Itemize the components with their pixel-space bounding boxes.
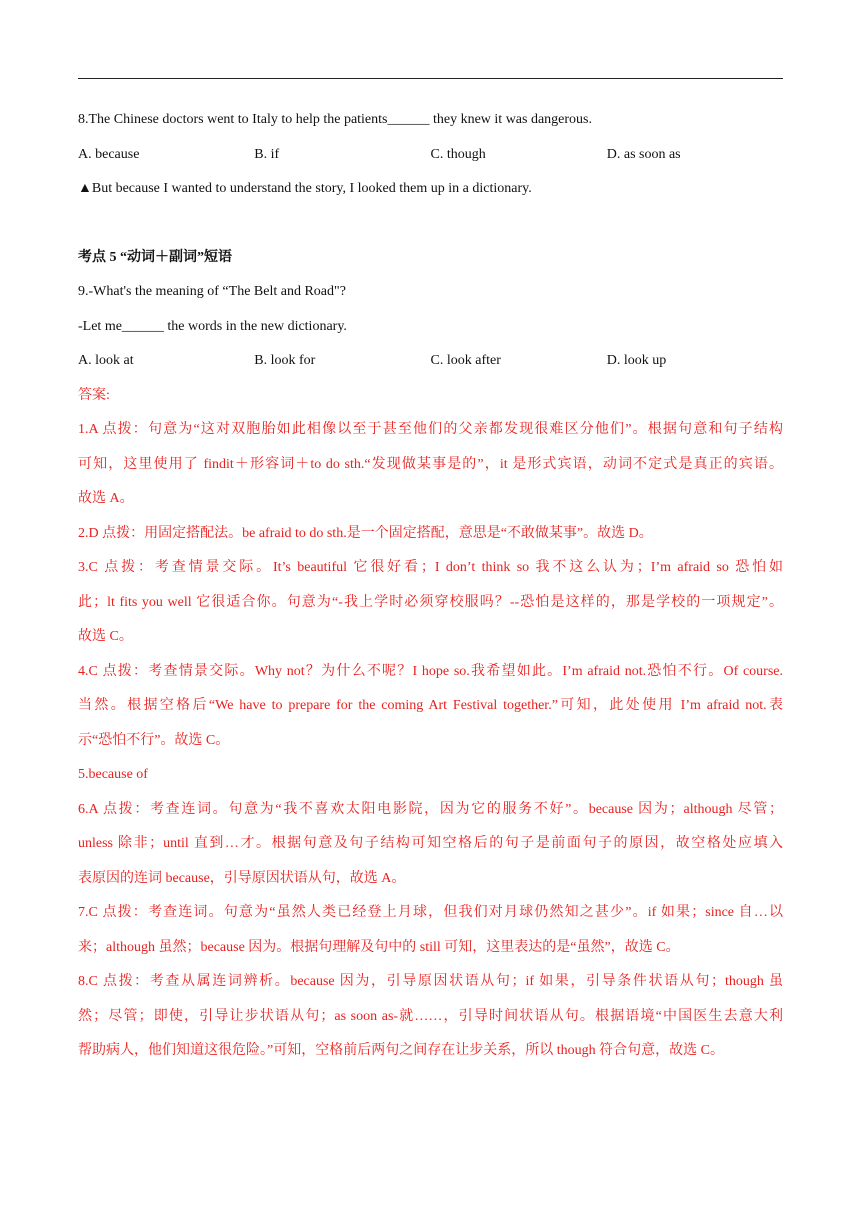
question-9-line-1: 9.-What's the meaning of “The Belt and Road"? bbox=[78, 284, 346, 299]
answer-3-line-3: 故选 C。 bbox=[78, 629, 133, 644]
option-d: D. as soon as bbox=[606, 146, 681, 162]
option-a: A. because bbox=[78, 146, 140, 162]
answer-8-line-1: 8.C 点拨：考查从属连词辨析。because 因为，引导原因状语从句；if 如果，引导条件状语从句；though 虽 bbox=[78, 974, 783, 989]
answer-6-line-3: 表原因的连词 because，引导原因状语从句，故选 A。 bbox=[78, 870, 406, 886]
option-c: C. though bbox=[430, 146, 486, 162]
section-heading: 考点 5 “动词＋副词”短语 bbox=[78, 249, 232, 265]
option-c: C. look after bbox=[430, 353, 501, 368]
question-8-stem: 8.The Chinese doctors went to Italy to help the patients______ they knew it was dangerous. bbox=[78, 112, 593, 127]
answer-4-line-2: 当然。根据空格后“We have to prepare for the coming Art Festival together.”可知，此处使用 I’m afraid not.表 bbox=[78, 698, 783, 713]
answer-1-line-2: 可知，这里使用了 findit＋形容词＋to do sth.“发现做某事是的”，it 是形式宾语，动词不定式是真正的宾语。 bbox=[78, 456, 783, 472]
answer-8-line-3: 帮助病人，他们知道这很危险。”可知，空格前后两句之间存在让步关系，所以 though 符合句意，故选 C。 bbox=[78, 1043, 724, 1058]
option-a: A. look at bbox=[78, 353, 134, 368]
example-note: ▲But because I wanted to understand the story, I looked them up in a dictionary. bbox=[78, 181, 532, 196]
spacer bbox=[78, 212, 783, 246]
question-8-options bbox=[78, 143, 783, 178]
question-9-line-2: -Let me______ the words in the new dictionary. bbox=[78, 318, 347, 334]
question-9-options bbox=[78, 349, 783, 384]
answer-6-line-1: 6.A 点拨：考查连词。句意为“我不喜欢太阳电影院，因为它的服务不好”。because 因为；although 尽管； bbox=[78, 801, 783, 817]
answer-3-line-1: 3.C 点拨：考查情景交际。It’s beautiful 它很好看；I don’t think so 我不这么认为；I’m afraid so 恐怕如 bbox=[78, 560, 783, 575]
answer-6-line-2: unless 除非；until 直到…才。根据句意及句子结构可知空格后的句子是前面句子的原因，故空格处应填入 bbox=[78, 836, 783, 851]
answer-7-line-2: 来；although 虽然；because 因为。根据句理解及句中的 still 可知，这里表达的是“虽然”，故选 C。 bbox=[78, 939, 680, 955]
answers-heading: 答案: bbox=[78, 387, 110, 403]
header-rule bbox=[78, 78, 783, 79]
answer-2-line-1: 2.D 点拨：用固定搭配法。be afraid to do sth.是一个固定搭配，意思是“不敢做某事”。故选 D。 bbox=[78, 525, 653, 541]
answer-4-line-1: 4.C 点拨：考查情景交际。Why not？为什么不呢？I hope so.我希望如此。I’m afraid not.恐怕不行。Of course. bbox=[78, 663, 783, 679]
answer-4-line-3: 示“恐怕不行”。故选 C。 bbox=[78, 732, 230, 748]
option-d: D. look up bbox=[606, 353, 667, 368]
answer-1-line-3: 故选 A。 bbox=[78, 491, 134, 506]
option-b: B. if bbox=[254, 146, 280, 162]
answer-1-line-1: 1.A 点拨：句意为“这对双胞胎如此相像以至于甚至他们的父亲都发现很难区分他们”。根据句意和句子结构 bbox=[78, 422, 783, 437]
answer-3-line-2: 此；lt fits you well 它很适合你。句意为“-我上学时必须穿校服吗？--恐怕是这样的，那是学校的一项规定”。 bbox=[78, 594, 783, 610]
option-b: B. look for bbox=[254, 353, 316, 368]
answer-5-line-1: 5.because of bbox=[78, 767, 148, 782]
answer-7-line-1: 7.C 点拨：考查连词。句意为“虽然人类已经登上月球，但我们对月球仍然知之甚少”。if 如果；since 自…以 bbox=[78, 905, 783, 920]
document-body bbox=[78, 108, 783, 1074]
answer-8-line-2: 然；尽管；即使，引导让步状语从句；as soon as-就……，引导时间状语从句。根据语境“中国医生去意大利 bbox=[78, 1008, 783, 1024]
